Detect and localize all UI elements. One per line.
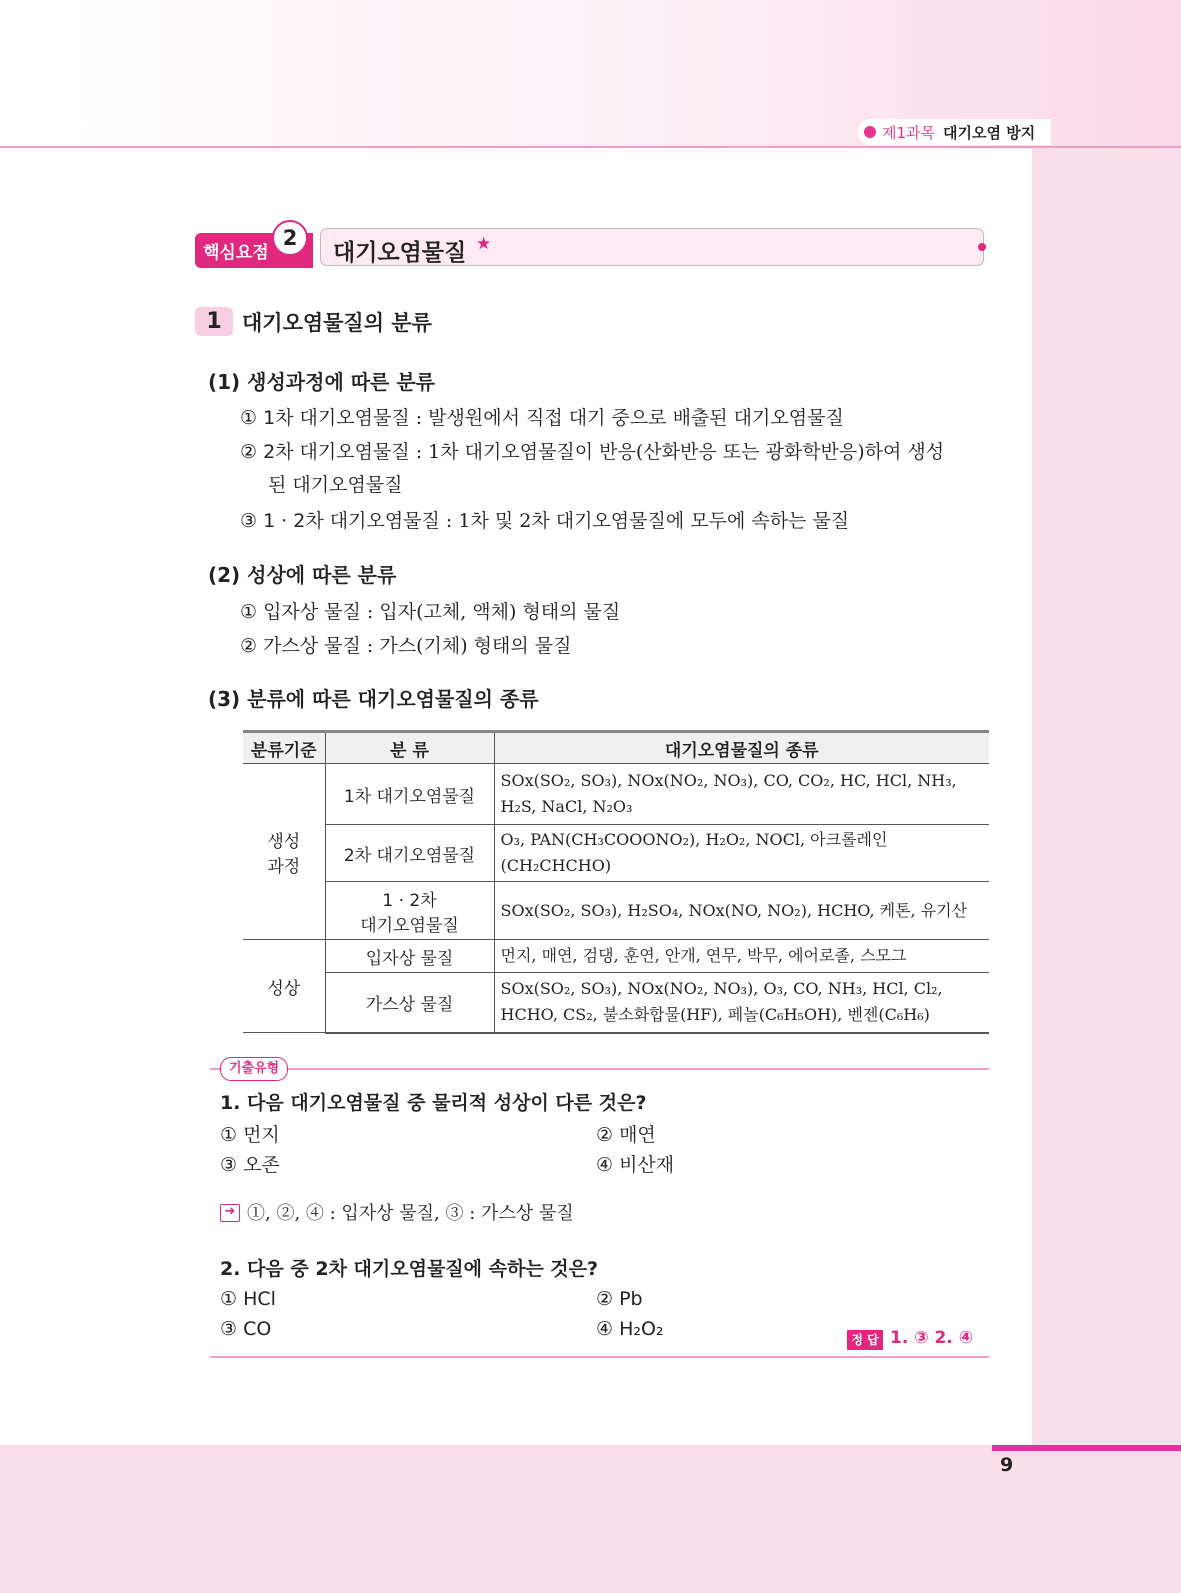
- bottom-accent-bar: [992, 1445, 1181, 1451]
- section-title: 대기오염물질의 분류: [242, 311, 432, 335]
- table-cell-category: 가스상 물질: [325, 973, 494, 1033]
- dot-icon: [978, 243, 986, 251]
- core-number: 2: [272, 220, 308, 256]
- table-header: 분류기준: [243, 732, 325, 764]
- item-text: : 1차 대기오염물질이 반응(산화반응 또는 광화학반응)하여 생성: [409, 441, 945, 463]
- table-row: [243, 973, 989, 1033]
- star-icon: ★: [476, 234, 492, 254]
- subsection-title-1: (1) 생성과정에 따른 분류: [208, 370, 435, 394]
- table-cell-category: 입자상 물질: [325, 940, 494, 973]
- option: ③ 오존: [220, 1154, 280, 1176]
- table-cell-category: 1차 대기오염물질: [325, 764, 494, 825]
- list-item: [240, 631, 571, 658]
- table-row: [243, 825, 989, 882]
- option: ① HCl: [220, 1288, 276, 1310]
- header-title: 대기오염 방지: [943, 123, 1036, 142]
- list-item: [240, 506, 849, 533]
- page-number: 9: [1000, 1454, 1014, 1476]
- table-group-label: 성상: [243, 940, 325, 1033]
- table-cell-list: 먼지, 매연, 검댕, 훈연, 안개, 연무, 박무, 에어로졸, 스모그: [494, 940, 989, 973]
- table-cell-category: 1 · 2차 대기오염물질: [325, 882, 494, 940]
- table-header: 분 류: [325, 732, 494, 764]
- explanation: ①, ②, ④ : 입자상 물질, ③ : 가스상 물질: [247, 1203, 574, 1224]
- list-item-continued: [268, 470, 403, 497]
- question-2: 2. 다음 중 2차 대기오염물질에 속하는 것은?: [220, 1258, 599, 1280]
- option: ① 먼지: [220, 1124, 280, 1146]
- table-row: [243, 940, 989, 973]
- bullet-icon: [864, 126, 876, 138]
- exam-rule: [210, 1068, 989, 1070]
- header-rule: [0, 146, 1181, 148]
- item-label: ③ 1 · 2차 대기오염물질: [240, 510, 440, 532]
- classification-table: [243, 730, 989, 1034]
- exam-tag: 기출유형: [220, 1057, 288, 1081]
- item-text: : 가스(기체) 형태의 물질: [360, 635, 572, 657]
- item-label: ② 가스상 물질: [240, 635, 361, 657]
- table-header: 대기오염물질의 종류: [494, 732, 989, 764]
- arrow-right-icon: ➜: [220, 1204, 240, 1222]
- list-item: [240, 437, 944, 464]
- option: ④ 비산재: [596, 1154, 675, 1176]
- table-cell-list: O₃, PAN(CH₃COOONO₂), H₂O₂, NOCl, 아크롤레인(CH₂CHCHO): [494, 825, 989, 882]
- core-badge: 핵심요점: [195, 233, 313, 268]
- question-1: 1. 다음 대기오염물질 중 물리적 성상이 다른 것은?: [220, 1092, 647, 1114]
- section-number: 1: [195, 307, 233, 336]
- item-text: : 입자(고체, 액체) 형태의 물질: [360, 601, 621, 623]
- core-title: 대기오염물질: [333, 240, 467, 266]
- table-cell-category: 2차 대기오염물질: [325, 825, 494, 882]
- table-cell-list: SOx(SO₂, SO₃), NOx(NO₂, NO₃), CO, CO₂, HC, HCl, NH₃, H₂S, NaCl, N₂O₃: [494, 764, 989, 825]
- option: ④ H₂O₂: [596, 1318, 664, 1340]
- list-item: [240, 403, 844, 430]
- item-label: ② 2차 대기오염물질: [240, 441, 410, 463]
- item-label: ① 1차 대기오염물질: [240, 407, 410, 429]
- item-text: : 발생원에서 직접 대기 중으로 배출된 대기오염물질: [409, 407, 844, 429]
- table-cell-list: SOx(SO₂, SO₃), NOx(NO₂, NO₃), O₃, CO, NH₃, HCl, Cl₂, HCHO, CS₂, 불소화합물(HF), 페놀(C₆H₅OH), 벤젠(C₆H₆): [494, 973, 989, 1033]
- table-header-row: [243, 732, 989, 764]
- table-cell-list: SOx(SO₂, SO₃), H₂SO₄, NOx(NO, NO₂), HCHO, 케톤, 유기산: [494, 882, 989, 940]
- option: ② Pb: [596, 1288, 643, 1310]
- subsection-title-2: (2) 성상에 따른 분류: [208, 563, 397, 587]
- item-text: 된 대기오염물질: [268, 474, 403, 496]
- exam-bottom-rule: [210, 1356, 989, 1358]
- list-item: [240, 597, 620, 624]
- table-row: [243, 764, 989, 825]
- item-label: ① 입자상 물질: [240, 601, 361, 623]
- table-row: [243, 882, 989, 940]
- right-margin-band: [1032, 148, 1181, 1445]
- answer-label: 정 답: [847, 1330, 883, 1350]
- running-header: [858, 119, 1051, 145]
- item-text: : 1차 및 2차 대기오염물질에 모두에 속하는 물질: [439, 510, 850, 532]
- table-group-label: 생성 과정: [243, 764, 325, 940]
- option: ③ CO: [220, 1318, 272, 1340]
- option: ② 매연: [596, 1124, 656, 1146]
- subsection-title-3: (3) 분류에 따른 대기오염물질의 종류: [208, 687, 539, 711]
- answer: 1. ③ 2. ④: [890, 1328, 974, 1348]
- header-subject: 제1과목: [882, 123, 936, 142]
